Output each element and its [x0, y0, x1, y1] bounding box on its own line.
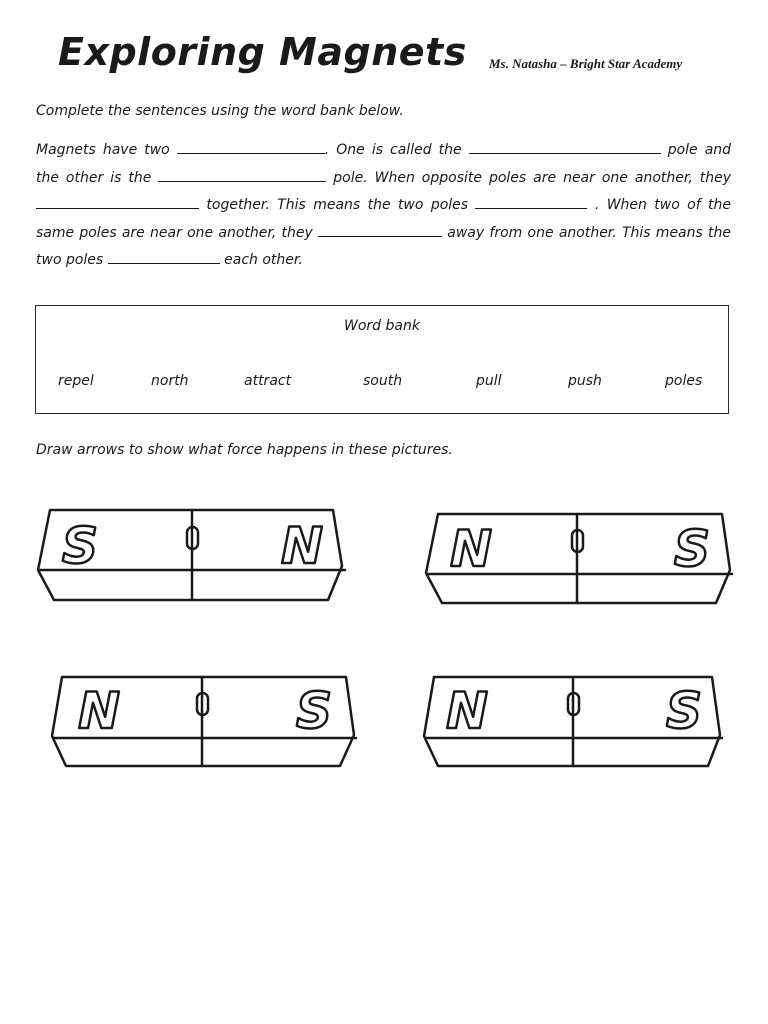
word-bank-word: north [151, 373, 189, 389]
word-bank-word: pull [476, 373, 502, 389]
word-bank-word: poles [665, 373, 703, 389]
bar-magnet-1[interactable] [38, 510, 345, 600]
bar-magnet-2[interactable] [426, 514, 732, 603]
pole-label: N [450, 520, 492, 578]
paragraph-text: away from one another. This means the two poles [36, 224, 732, 268]
answer-blank[interactable] [475, 194, 587, 209]
paragraph-text: Magnets have two [36, 142, 170, 158]
word-bank-word: south [363, 373, 403, 389]
answer-blank[interactable] [318, 222, 442, 237]
answer-blank[interactable] [469, 139, 661, 154]
answer-blank[interactable] [108, 249, 220, 264]
answer-blank[interactable] [158, 167, 326, 182]
paragraph-text: . When two of the same poles are near one another, they [36, 197, 732, 241]
magnet-drawings [0, 490, 768, 790]
pole-label: N [446, 682, 488, 740]
word-bank-title: Word bank [344, 318, 420, 334]
pole-label: S [665, 682, 703, 740]
pole-label: S [295, 682, 333, 740]
word-bank [35, 305, 729, 414]
answer-blank[interactable] [177, 139, 325, 154]
sentences-instruction: Complete the sentences using the word bank below. [36, 103, 404, 119]
paragraph-text: each other. [224, 252, 303, 268]
worksheet-title: Exploring Magnets [58, 30, 467, 74]
pole-label: S [61, 517, 99, 575]
bar-magnet-3[interactable] [52, 677, 356, 766]
word-bank-word: repel [58, 373, 94, 389]
fill-in-paragraph [36, 137, 731, 275]
paragraph-text: . One is called the [324, 142, 462, 158]
pole-label: N [281, 517, 323, 575]
pole-label: N [78, 682, 120, 740]
author-credit: Ms. Natasha – Bright Star Academy [489, 56, 683, 71]
pole-label: S [673, 520, 711, 578]
bar-magnet-4[interactable] [424, 677, 722, 766]
paragraph-text: pole. When opposite poles are near one another, they [333, 169, 731, 186]
paragraph-text: together. This means the two poles [206, 197, 469, 213]
answer-blank[interactable] [36, 194, 199, 209]
arrows-instruction: Draw arrows to show what force happens in these pictures. [36, 442, 453, 458]
word-bank-word: attract [244, 373, 292, 389]
word-bank-word: push [568, 373, 602, 389]
paragraph-text: pole and the other is the [36, 142, 732, 186]
